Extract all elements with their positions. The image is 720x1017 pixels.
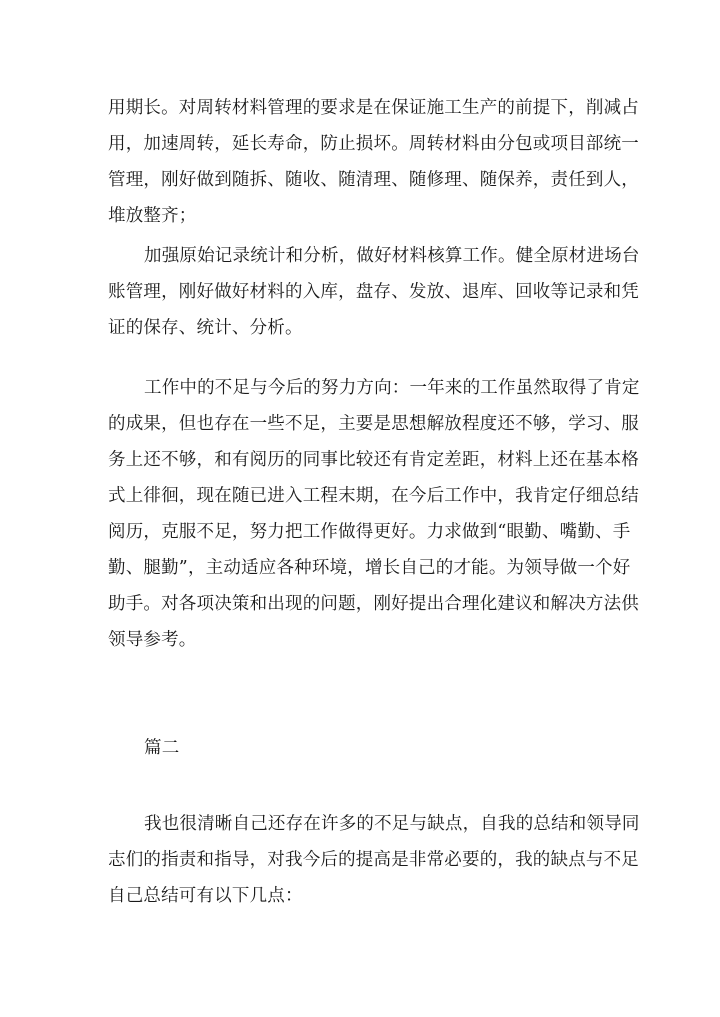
text-line: 管理，刚好做到随拆、随收、随清理、随修理、随保养，责任到人， — [108, 170, 639, 190]
text-line: 账管理，刚好做好材料的入库，盘存、发放、退库、回收等记录和凭 — [108, 282, 639, 302]
text-line: 堆放整齐； — [108, 206, 197, 226]
text-line: 助手。对各项决策和出现的问题，刚好提出合理化建议和解决方法供 — [108, 594, 639, 614]
text-line: 勤、腿勤”，主动适应各种环境，增长自己的才能。为领导做一个好 — [108, 558, 631, 578]
text-line: 加强原始记录统计和分析，做好材料核算工作。健全原材进场台 — [144, 246, 640, 266]
text-line: 自己总结可有以下几点： — [108, 886, 303, 906]
text-line: 我也很清晰自己还存在许多的不足与缺点，自我的总结和领导同 — [144, 814, 640, 834]
text-line: 领导参考。 — [108, 630, 197, 650]
text-line: 阅历，克服不足，努力把工作做得更好。力求做到“眼勤、嘴勤、手 — [108, 522, 631, 542]
section-heading: 篇二 — [144, 738, 180, 758]
text-line: 务上还不够，和有阅历的同事比较还有肯定差距，材料上还在基本格 — [108, 450, 639, 470]
text-line: 用期长。对周转材料管理的要求是在保证施工生产的前提下，削减占 — [108, 98, 639, 118]
text-line: 的成果，但也存在一些不足，主要是思想解放程度还不够，学习、服 — [108, 414, 639, 434]
paragraph-shortcomings — [108, 370, 640, 658]
paragraph-material-turnover — [108, 90, 639, 234]
text-line: 志们的指责和指导，对我今后的提高是非常必要的，我的缺点与不足 — [108, 850, 639, 870]
text-line: 式上徘徊，现在随已进入工程末期，在今后工作中，我肯定仔细总结 — [108, 486, 639, 506]
text-line: 工作中的不足与今后的努力方向：一年来的工作虽然取得了肯定 — [144, 378, 640, 398]
text-line: 用，加速周转，延长寿命，防止损坏。周转材料由分包或项目部统一 — [108, 134, 639, 154]
paragraph-records-statistics — [108, 238, 640, 346]
text-line: 证的保存、统计、分析。 — [108, 318, 303, 338]
paragraph-self-assessment — [108, 806, 640, 914]
section-heading-part-two — [108, 730, 628, 766]
